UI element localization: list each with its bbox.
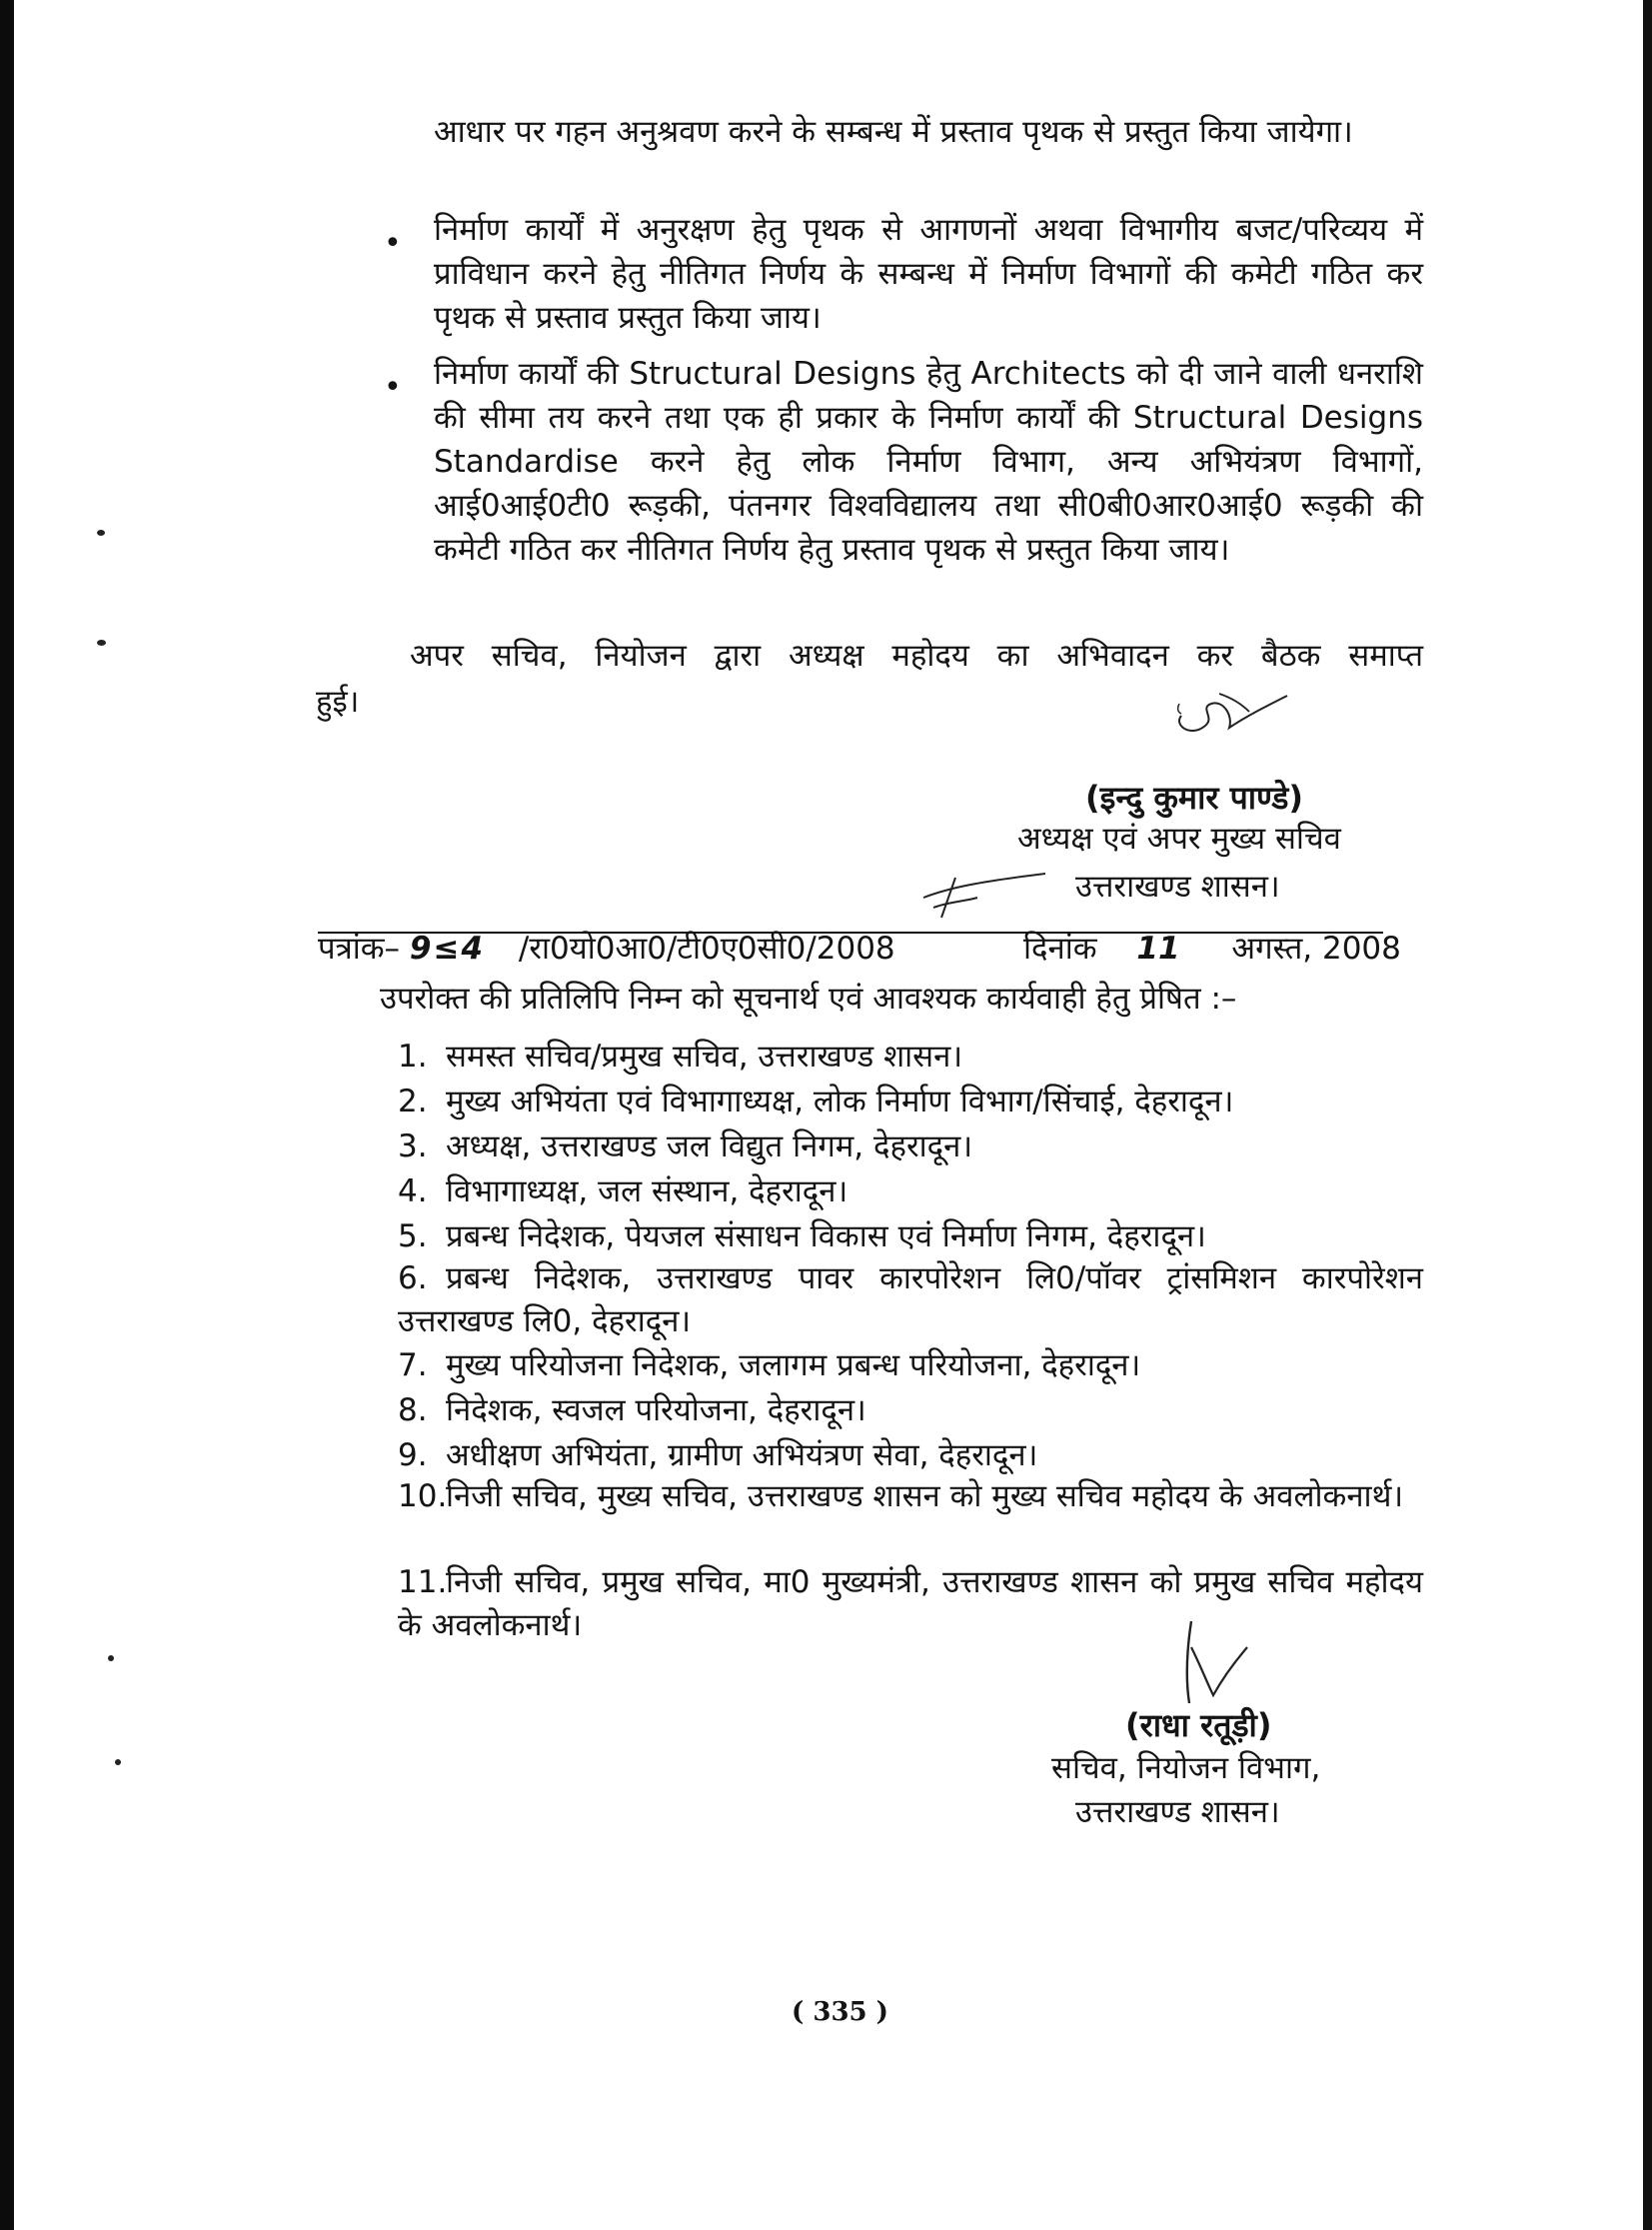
list-item: 11.निजी सचिव, प्रमुख सचिव, मा0 मुख्यमंत्री, उत्तराखण्ड शासन को प्रमुख सचिव महोदय के अवलोकनार्थ। [398,1564,1423,1643]
handwritten-signature-1 [1171,686,1291,758]
signatory-2-office: उत्तराखण्ड शासन। [1075,1794,1280,1830]
list-item: 4. विभागाध्यक्ष, जल संस्थान, देहरादून। [398,1173,848,1209]
bullet-marker: • [384,226,402,261]
scan-speck [108,1655,114,1661]
date-label: दिनांक [1023,931,1097,967]
list-item: 9. अधीक्षण अभियंता, ग्रामीण अभियंत्रण सेवा, देहरादून। [398,1437,1038,1473]
signatory-1-name: (इन्दु कुमार पाण्डे) [1085,779,1303,817]
patrank-label: पत्रांक– [318,931,401,967]
patrank-reference: /रा0यो0आ0/टी0ए0सी0/2008 [518,931,895,967]
list-item: 1. समस्त सचिव/प्रमुख सचिव, उत्तराखण्ड शासन। [398,1039,963,1075]
date-block [1023,928,1401,970]
bullet-paragraph-structural-designs: निर्माण कार्यों की Structural Designs हेतु Architects को दी जाने वाली धनराशि की सीमा तय करने तथा एक ही प्रकार के निर्माण कार्यों की Structural Designs Standardise करने हेतु लोक निर्माण विभाग, अन्य अभियंत्रण विभागों, आई0आई0टी0 रूड़की, पंतनगर विश्वविद्यालय तथा सी0बी0आर0आई0 रूड़की की कमेटी गठित कर नीतिगत निर्णय हेतु प्रस्ताव पृथक से प्रस्तुत किया जाय। [434,356,1423,568]
reference-number-block [318,928,895,970]
copy-forwarded-intro: उपरोक्त की प्रतिलिपि निम्न को सूचनार्थ एवं आवश्यक कार्यवाही हेतु प्रेषित :– [380,981,1237,1017]
list-item: 10.निजी सचिव, मुख्य सचिव, उत्तराखण्ड शासन को मुख्य सचिव महोदय के अवलोकनार्थ। [398,1478,1404,1514]
scan-edge-right [1643,0,1652,2230]
signatory-2-name: (राधा रतूड़ी) [1125,1706,1272,1744]
reference-underline [318,932,1383,934]
handwritten-signature-2 [1177,1617,1257,1707]
page-number: ( 335 ) [792,1997,888,2027]
scan-edge-left [0,0,14,2230]
signatory-1-office: उत्तराखण्ड शासन। [1075,869,1280,905]
closing-statement: अपर सचिव, नियोजन द्वारा अध्यक्ष महोदय का अभिवादन कर बैठक समाप्त [410,638,1423,674]
date-day-handwritten: 11 [1136,931,1180,967]
bullet-paragraph-maintenance: निर्माण कार्यों में अनुरक्षण हेतु पृथक से आगणनों अथवा विभागीय बजट/परिव्यय में प्राविधान करने हेतु नीतिगत निर्णय के सम्बन्ध में निर्माण विभागों की कमेटी गठित कर पृथक से प्रस्ताव प्रस्तुत किया जाय। [434,212,1423,336]
signatory-2-designation: सचिव, नियोजन विभाग, [1051,1750,1321,1786]
handwritten-initial-mark [919,868,1049,928]
scan-speck [115,1759,121,1765]
list-item: 7. मुख्य परियोजना निदेशक, जलागम प्रबन्ध परियोजना, देहरादून। [398,1347,1141,1383]
continuation-paragraph: आधार पर गहन अनुश्रवण करने के सम्बन्ध में प्रस्ताव पृथक से प्रस्तुत किया जायेगा। [434,114,1353,150]
list-item: 3. अध्यक्ष, उत्तराखण्ड जल विद्युत निगम, देहरादून। [398,1128,973,1164]
list-item: 2. मुख्य अभियंता एवं विभागाध्यक्ष, लोक निर्माण विभाग/सिंचाई, देहरादून। [398,1084,1234,1119]
scan-speck [97,530,105,536]
list-item: 5. प्रबन्ध निदेशक, पेयजल संसाधन विकास एवं निर्माण निगम, देहरादून। [398,1218,1206,1254]
scan-speck [97,640,106,646]
date-month-year: अगस्त, 2008 [1231,931,1401,967]
signatory-1-designation: अध्यक्ष एवं अपर मुख्य सचिव [1017,821,1341,857]
patrank-number-handwritten: 9≤4 [409,931,486,967]
closing-statement-tail: हुई। [316,684,360,720]
list-item: 6. प्रबन्ध निदेशक, उत्तराखण्ड पावर कारपोरेशन लि0/पॉवर ट्रांसमिशन कारपोरेशन उत्तराखण्ड लि0, देहरादून। [398,1260,1423,1339]
list-item: 8. निदेशक, स्वजल परियोजना, देहरादून। [398,1392,866,1428]
bullet-marker: • [384,370,402,405]
